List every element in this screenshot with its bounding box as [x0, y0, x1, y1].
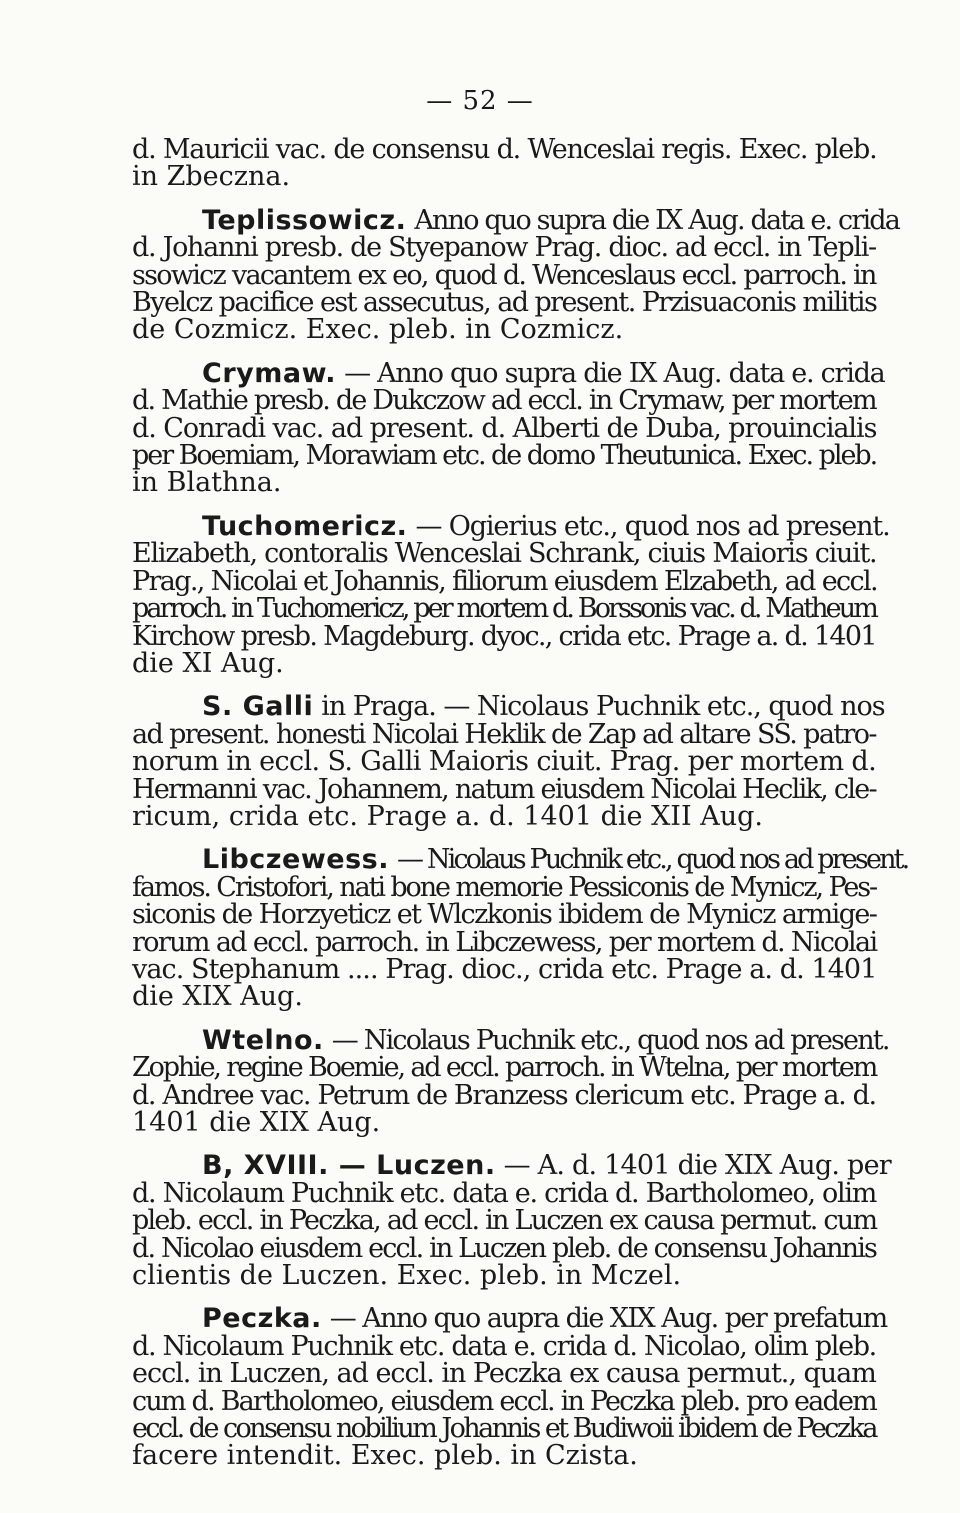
- text-line: die XI Aug.: [132, 647, 284, 679]
- text-line: ricum, crida etc. Prage a. d. 1401 die XII Aug.: [132, 800, 763, 832]
- entry-heading: B, XVIII. — Luczen.: [202, 1150, 496, 1182]
- text-line: 1401 die XIX Aug.: [132, 1107, 381, 1138]
- text-line: [132, 844, 908, 876]
- text-line: [132, 357, 885, 389]
- entry-heading: Wtelno.: [202, 1024, 324, 1056]
- text-line: d. Conradi vac. ad present. d. Alberti de Duba, prouincialis: [132, 412, 877, 444]
- text-line: per Boemiam, Morawiam etc. de domo Theutunica. Exec. pleb.: [132, 440, 877, 472]
- entry-heading: S. Galli: [202, 691, 314, 723]
- text-line: [132, 510, 890, 542]
- text-line: ad present. honesti Nicolai Heklik de Zap ad altare SS. patro-: [132, 718, 876, 750]
- text-line: d. Nicolaum Puchnik etc. data e. crida d. Bartholomeo, olim: [132, 1177, 877, 1209]
- text-line: Byelcz pacifice est assecutus, ad present. Przisuaconis militis: [132, 287, 877, 319]
- text-line: [132, 1303, 887, 1335]
- paragraph: [132, 204, 900, 346]
- text-line: cum d. Bartholomeo, eiusdem eccl. in Peczka pleb. pro eadem: [132, 1385, 876, 1417]
- text-line: [132, 1150, 891, 1182]
- paragraph: [132, 844, 908, 1013]
- text-line: siconis de Horzyeticz et Wlczkonis ibidem de Mynicz armige-: [132, 899, 877, 931]
- page-number: — 52 —: [426, 86, 534, 116]
- entry-heading: Crymaw.: [202, 357, 337, 389]
- text-line: d. Nicolao eiusdem eccl. in Luczen pleb. de consensu Johannis: [132, 1232, 877, 1264]
- text-line: [132, 691, 885, 723]
- line-text: Anno quo supra die IX Aug. data e. crida: [414, 204, 900, 236]
- line-text: — Nicolaus Puchnik etc., quod nos ad present.: [396, 844, 908, 876]
- entry-heading: Teplissowicz.: [202, 204, 407, 236]
- text-line: die XIX Aug.: [132, 981, 303, 1013]
- text-line: ssowicz vacantem ex eo, quod d. Wenceslaus eccl. parroch. in: [132, 259, 876, 291]
- paragraph: [132, 1024, 889, 1138]
- line-text: — Ogierius etc., quod nos ad present.: [415, 510, 890, 542]
- paragraph: [132, 357, 885, 499]
- text-line: pleb. eccl. in Peczka, ad eccl. in Luczen ex causa permut. cum: [132, 1205, 877, 1237]
- paragraph: [132, 136, 876, 191]
- text-line: eccl. de consensu nobilium Johannis et Budiwoii ibidem de Peczka: [132, 1413, 876, 1445]
- text-line: Zophie, regine Boemie, ad eccl. parroch. in Wtelna, per mortem: [132, 1052, 877, 1084]
- text-line: [132, 1024, 889, 1056]
- text-line: vac. Stephanum .... Prag. dioc., crida etc. Prage a. d. 1401: [132, 953, 877, 985]
- text-line: famos. Cristofori, nati bone memorie Pessiconis de Mynicz, Pes-: [132, 871, 876, 903]
- paragraph: [132, 691, 885, 832]
- text-line: eccl. in Luczen, ad eccl. in Peczka ex causa permut., quam: [132, 1358, 876, 1390]
- text-line: de Cozmicz. Exec. pleb. in Cozmicz.: [132, 314, 624, 346]
- entry-heading: Peczka.: [202, 1303, 322, 1335]
- paragraph: [132, 1150, 891, 1292]
- line-text: — Anno quo supra die IX Aug. data e. crida: [344, 357, 885, 389]
- line-text: — A. d. 1401 die XIX Aug. per: [503, 1150, 891, 1182]
- text-line: parroch. in Tuchomericz, per mortem d. Borssonis vac. d. Matheum: [132, 593, 876, 625]
- text-line: [132, 204, 900, 236]
- text-line: norum in eccl. S. Galli Maioris ciuit. Prag. per mortem d.: [132, 746, 877, 778]
- line-text: — Nicolaus Puchnik etc., quod nos ad present.: [331, 1024, 889, 1056]
- text-line: d. Mathie presb. de Dukczow ad eccl. in Crymaw, per mortem: [132, 385, 876, 417]
- paragraph: [132, 1303, 887, 1472]
- line-text: in Praga. — Nicolaus Puchnik etc., quod nos: [321, 691, 885, 723]
- text-line: clientis de Luczen. Exec. pleb. in Mczel.: [132, 1260, 682, 1292]
- text-line: Prag., Nicolai et Johannis, filiorum eiusdem Elzabeth, ad eccl.: [132, 565, 877, 597]
- text-line: facere intendit. Exec. pleb. in Czista.: [132, 1440, 638, 1472]
- text-line: rorum ad eccl. parroch. in Libczewess, per mortem d. Nicolai: [132, 926, 877, 958]
- paragraph: [132, 510, 890, 679]
- text-line: Hermanni vac. Johannem, natum eiusdem Nicolai Heclik, cle-: [132, 773, 876, 805]
- text-line: Kirchow presb. Magdeburg. dyoc., crida etc. Prage a. d. 1401: [132, 620, 876, 652]
- text-line: in Blathna.: [132, 467, 282, 499]
- text-line: d. Johanni presb. de Styepanow Prag. dioc. ad eccl. in Tepli-: [132, 232, 876, 264]
- text-line: d. Andree vac. Petrum de Branzess clericum etc. Prage a. d.: [132, 1079, 876, 1111]
- entry-heading: Tuchomericz.: [202, 510, 408, 542]
- line-text: — Anno quo aupra die XIX Aug. per prefatum: [329, 1303, 887, 1335]
- document-body: [132, 134, 908, 1486]
- text-line: Elizabeth, contoralis Wenceslai Schrank, ciuis Maioris ciuit.: [132, 538, 877, 570]
- text-line: d. Nicolaum Puchnik etc. data e. crida d. Nicolao, olim pleb.: [132, 1330, 876, 1362]
- entry-heading: Libczewess.: [202, 844, 389, 876]
- text-line: d. Mauricii vac. de consensu d. Wenceslai regis. Exec. pleb.: [132, 134, 877, 165]
- text-line: in Zbeczna.: [132, 161, 291, 193]
